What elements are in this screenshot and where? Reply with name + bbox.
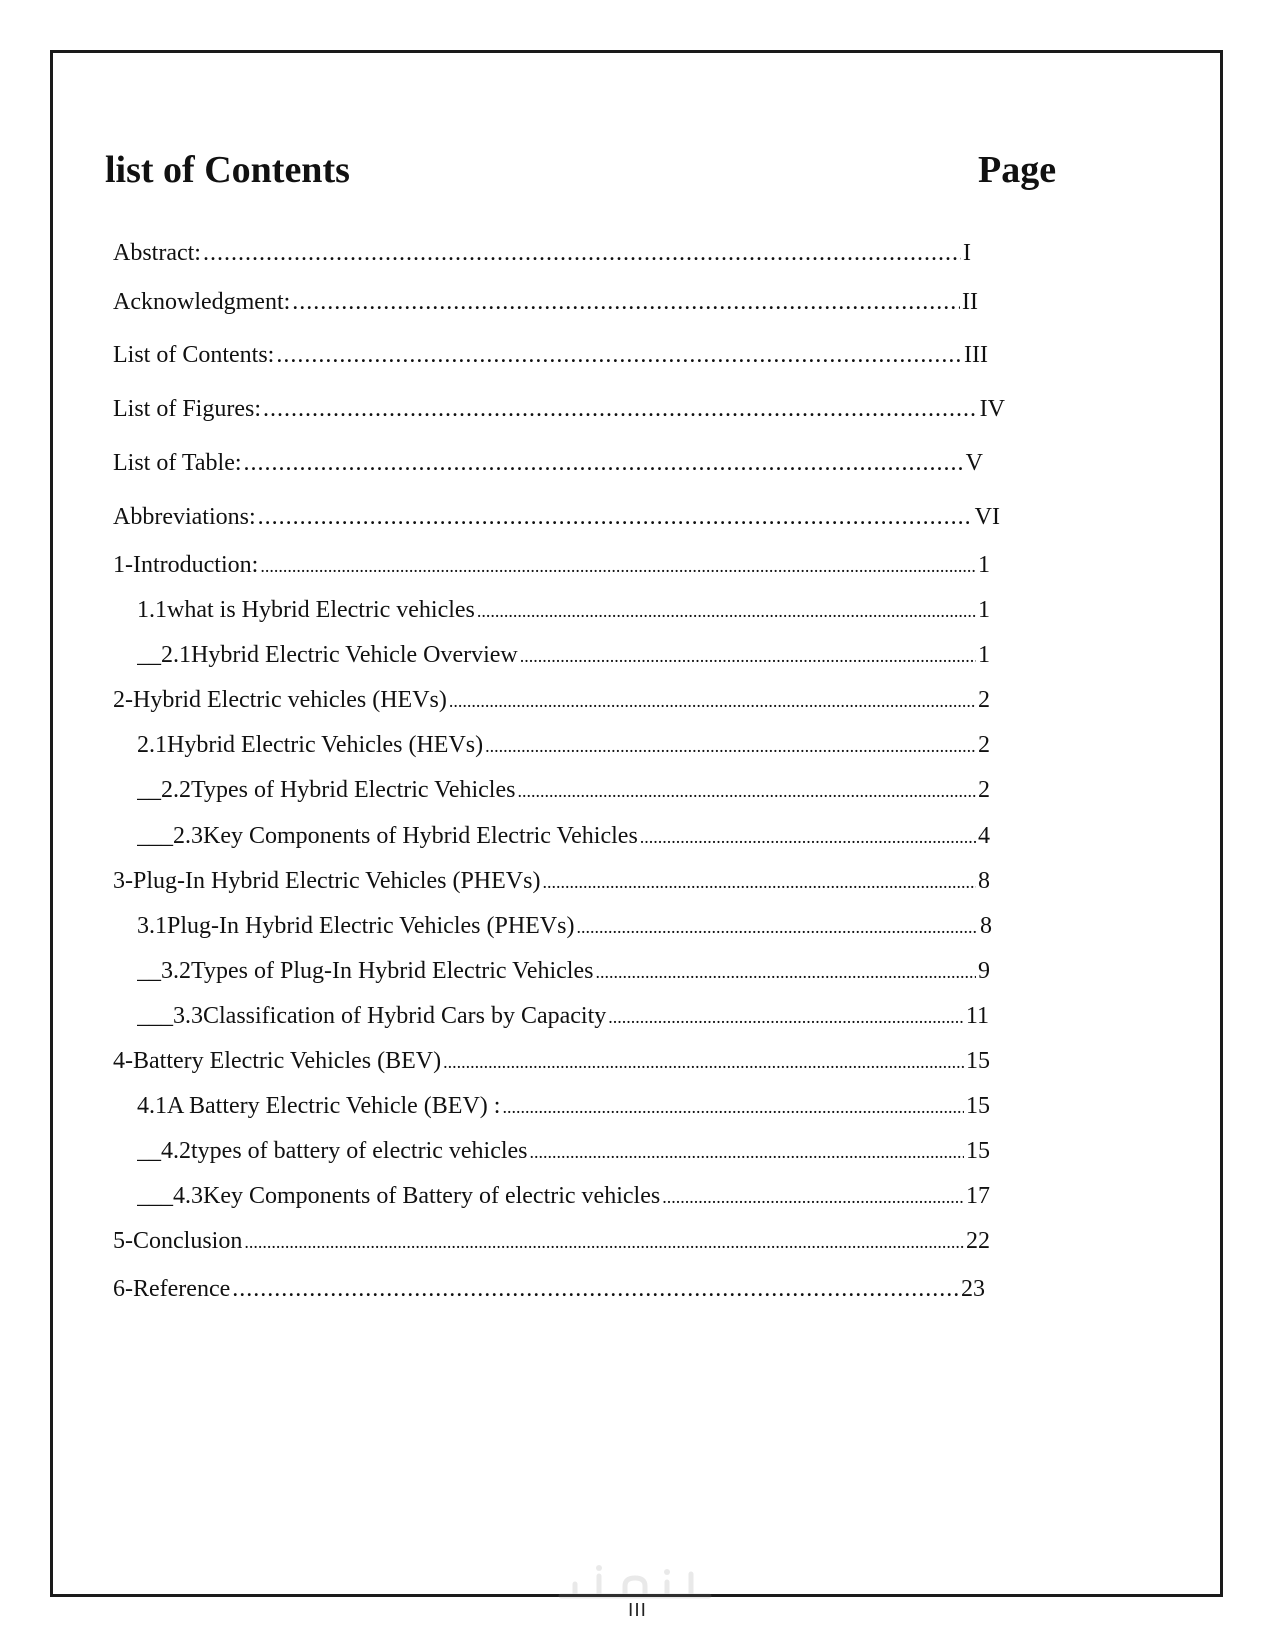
toc-entry-page: 15 (966, 1138, 990, 1164)
toc-entry-page: II (962, 289, 978, 315)
toc-entry-acknowledgment[interactable] (113, 287, 978, 317)
toc-entry-3-2[interactable] (137, 956, 990, 987)
toc-entry-2-1-overview[interactable] (137, 640, 990, 671)
dot-leader (517, 776, 976, 806)
toc-entry-page: 2 (978, 777, 990, 803)
toc-entry-label: __2.2Types of Hybrid Electric Vehicles (137, 777, 516, 803)
dot-leader (258, 502, 973, 532)
toc-entry-2-1[interactable] (137, 730, 990, 761)
toc-entry-label: 2.1Hybrid Electric Vehicles (HEVs) (137, 732, 484, 758)
toc-entry-label: 5-Conclusion (113, 1228, 243, 1254)
toc-entry-list-of-table[interactable] (113, 448, 983, 478)
toc-entry-page: 1 (978, 552, 990, 578)
toc-entry-abstract[interactable] (113, 238, 971, 268)
toc-entry-page: 8 (980, 913, 992, 939)
toc-entry-1-1[interactable] (137, 595, 990, 626)
toc-entry-label: 3-Plug-In Hybrid Electric Vehicles (PHEVs) (113, 868, 541, 894)
toc-entry-label: List of Table: (113, 450, 242, 476)
toc-entry-page: 9 (978, 958, 990, 984)
toc-entry-label: Abstract: (113, 240, 201, 266)
toc-entry-page: 1 (978, 597, 990, 623)
toc-entry-reference[interactable] (113, 1274, 985, 1304)
dot-leader (576, 912, 978, 942)
toc-entry-list-of-figures[interactable] (113, 394, 1005, 424)
toc-entry-label: __4.2types of battery of electric vehicles (137, 1138, 528, 1164)
toc-entry-abbreviations[interactable] (113, 502, 1000, 532)
toc-entry-4-2[interactable] (137, 1136, 990, 1167)
toc-entry-page: 22 (966, 1228, 990, 1254)
toc-entry-page: V (965, 450, 983, 476)
toc-entry-bev[interactable] (113, 1046, 990, 1077)
toc-entry-page: 4 (978, 823, 990, 849)
toc-entry-label: 1-Introduction: (113, 552, 259, 578)
toc-entry-page: 8 (978, 868, 990, 894)
toc-entry-label: __3.2Types of Plug-In Hybrid Electric Vehicles (137, 958, 594, 984)
toc-entry-label: List of Figures: (113, 396, 261, 422)
toc-entry-label: __2.1Hybrid Electric Vehicle Overview (137, 642, 518, 668)
toc-entry-page: 2 (978, 732, 990, 758)
toc-entry-label: 4.1A Battery Electric Vehicle (BEV) : (137, 1093, 501, 1119)
toc-entry-4-3[interactable] (137, 1181, 990, 1212)
toc-entry-label: List of Contents: (113, 342, 275, 368)
dot-leader (263, 394, 978, 424)
toc-entry-page: 2 (978, 687, 990, 713)
toc-entry-label: 2-Hybrid Electric vehicles (HEVs) (113, 687, 447, 713)
toc-entry-page: 23 (961, 1276, 985, 1302)
dot-leader (595, 957, 976, 987)
toc-entry-label: 3.1Plug-In Hybrid Electric Vehicles (PHEVs) (137, 913, 575, 939)
toc-entry-page: 15 (966, 1093, 990, 1119)
dot-leader (520, 641, 976, 671)
toc-entry-3-3[interactable] (137, 1001, 989, 1032)
toc-title: list of Contents (105, 149, 350, 191)
dot-leader (449, 686, 976, 716)
toc-entry-label: Acknowledgment: (113, 289, 291, 315)
dot-leader (244, 1227, 964, 1257)
toc-entry-label: 4-Battery Electric Vehicles (BEV) (113, 1048, 442, 1074)
toc-entry-page: 15 (966, 1048, 990, 1074)
dot-leader (443, 1047, 964, 1077)
toc-entry-hevs[interactable] (113, 685, 990, 716)
toc-entry-label: ___2.3Key Components of Hybrid Electric Vehicles (137, 823, 638, 849)
dot-leader (232, 1274, 959, 1304)
dot-leader (203, 238, 961, 268)
toc-entry-introduction[interactable] (113, 550, 990, 581)
dot-leader (542, 867, 976, 897)
toc-entry-3-1[interactable] (137, 911, 992, 942)
page-column-heading: Page (978, 149, 1057, 191)
toc-entry-page: VI (974, 504, 1000, 530)
toc-entry-page: III (964, 342, 988, 368)
toc-entry-phevs[interactable] (113, 866, 990, 897)
dot-leader (662, 1182, 964, 1212)
dot-leader (260, 551, 976, 581)
dot-leader (502, 1092, 964, 1122)
toc-entry-page: 11 (965, 1003, 989, 1029)
toc-entry-conclusion[interactable] (113, 1226, 990, 1257)
toc-entry-label: ___3.3Classification of Hybrid Cars by Capacity (137, 1003, 607, 1029)
toc-entry-label: ___4.3Key Components of Battery of electric vehicles (137, 1183, 661, 1209)
dot-leader (640, 822, 976, 852)
dot-leader (276, 340, 962, 370)
toc-entry-4-1[interactable] (137, 1091, 990, 1122)
toc-entry-label: 6-Reference (113, 1276, 231, 1302)
dot-leader (292, 287, 960, 317)
toc-entry-page: IV (979, 396, 1005, 422)
dot-leader (477, 596, 976, 626)
dot-leader (244, 448, 964, 478)
toc-entry-list-of-contents[interactable] (113, 340, 988, 370)
toc-entry-page: 1 (978, 642, 990, 668)
page-number: III (628, 1600, 647, 1621)
dot-leader (608, 1002, 964, 1032)
toc-entry-2-2[interactable] (137, 775, 990, 806)
toc-entry-2-3[interactable] (137, 821, 990, 852)
dot-leader (530, 1137, 964, 1167)
toc-entry-label: Abbreviations: (113, 504, 256, 530)
toc-entry-label: 1.1what is Hybrid Electric vehicles (137, 597, 475, 623)
toc-entry-page: 17 (966, 1183, 990, 1209)
dot-leader (485, 731, 976, 761)
toc-entry-page: I (963, 240, 971, 266)
